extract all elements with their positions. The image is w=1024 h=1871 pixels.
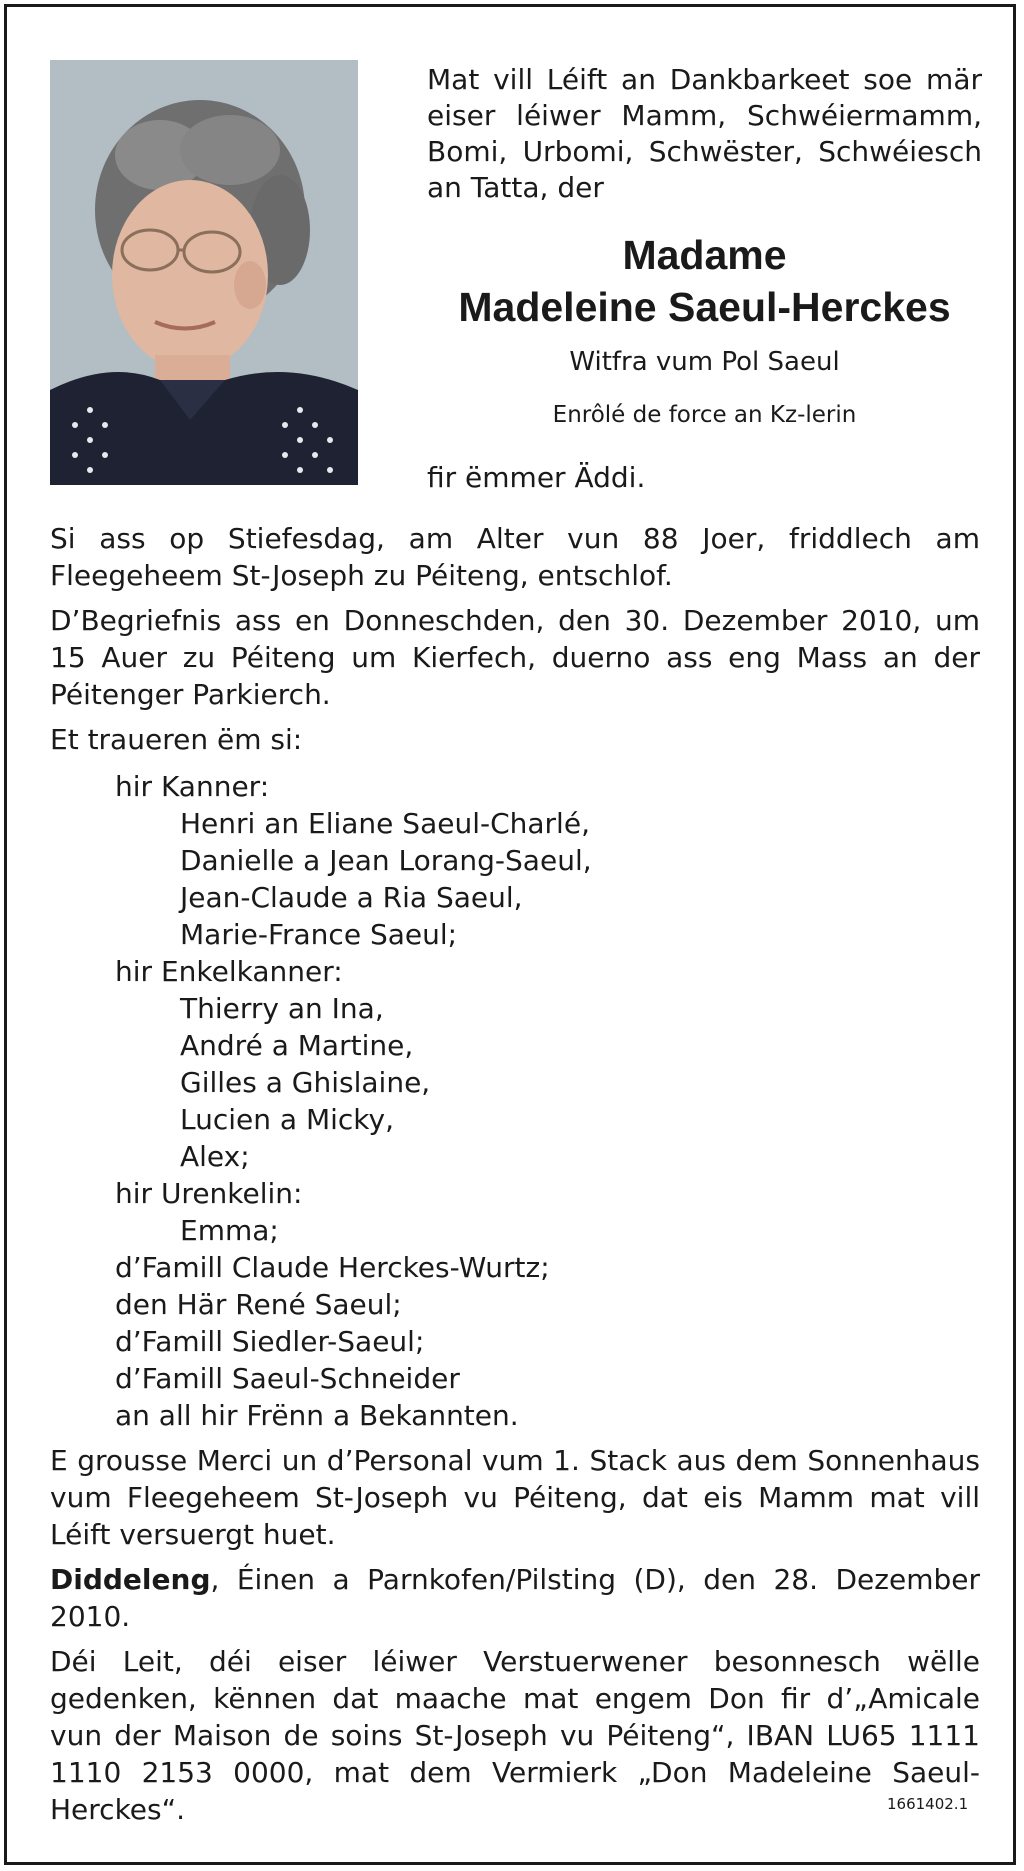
grandchild-entry: Alex;: [180, 1140, 250, 1173]
relation-entry: d’Famill Siedler-Saeul;: [115, 1325, 425, 1358]
funeral-paragraph: D’Begriefnis ass en Donneschden, den 30. Dezember 2010, um 15 Auer zu Péiteng um Kierfech, duerno ass eng Mass an der Péitenger Parkierch.: [50, 604, 980, 711]
relation-entry: d’Famill Claude Herckes-Wurtz;: [115, 1251, 550, 1284]
reference-number: 1661402.1: [887, 1795, 969, 1813]
relation-entry: d’Famill Saeul-Schneider: [115, 1362, 460, 1395]
title-full-name: Madeleine Saeul-Herckes: [458, 284, 951, 330]
place-date-line: [50, 1561, 980, 1635]
deceased-name: [387, 229, 1022, 333]
portrait-photo: [50, 60, 358, 485]
child-entry: Jean-Claude a Ria Saeul,: [180, 881, 523, 914]
grandchildren-label: hir Enkelkanner:: [115, 955, 343, 988]
relation-entry: den Här René Saeul;: [115, 1288, 402, 1321]
thanks-paragraph: E grousse Merci un d’Personal vum 1. Stack aus dem Sonnenhaus vum Fleegeheem St-Joseph vu Péiteng, dat eis Mamm mat vill Léift versuergt huet.: [50, 1444, 980, 1551]
remembrance-line: Enrôlé de force an Kz-lerin: [552, 402, 857, 428]
obituary-notice: [4, 4, 1016, 1865]
mourners-lead: Et traueren ëm si:: [50, 723, 303, 756]
place-name: Diddeleng: [50, 1563, 211, 1596]
grandchild-entry: Lucien a Micky,: [180, 1103, 394, 1136]
portrait-illustration: [50, 60, 358, 485]
grandchild-entry: Thierry an Ina,: [180, 992, 384, 1025]
grandchild-entry: André a Martine,: [180, 1029, 414, 1062]
donation-paragraph: Déi Leit, déi eiser léiwer Verstuerwener besonnesch wëlle gedenken, kënnen dat maache mat engem Don fir d’„Amicale vun der Maison de soins St-Joseph vu Péiteng“, IBAN LU65 1111 1110 2153 0000, mat dem Vermierk „Don Madeleine Saeul-Herckes“.: [50, 1645, 980, 1826]
notice-body: [50, 520, 980, 1836]
child-entry: Marie-France Saeul;: [180, 918, 458, 951]
grandchild-entry: Gilles a Ghislaine,: [180, 1066, 431, 1099]
place-date-rest: , Éinen a Parnkofen/Pilsting (D), den 28. Dezember 2010.: [50, 1563, 980, 1633]
great-grandchild-entry: Emma;: [180, 1214, 279, 1247]
children-label: hir Kanner:: [115, 770, 270, 803]
title-honorific: Madame: [622, 232, 787, 278]
widow-of-line: Witfra vum Pol Saeul: [569, 347, 840, 377]
intro-text: Mat vill Léift an Dankbarkeet soe mär eiser léiwer Mamm, Schwéiermamm, Bomi, Urbomi, Schwëster, Schwéiesch an Tatta, der: [427, 63, 982, 204]
farewell-line: fir ëmmer Äddi.: [427, 461, 646, 494]
great-grandchildren-label: hir Urenkelin:: [115, 1177, 303, 1210]
relation-entry: an all hir Frënn a Bekannten.: [115, 1399, 519, 1432]
child-entry: Danielle a Jean Lorang-Saeul,: [180, 844, 592, 877]
death-paragraph: Si ass op Stiefesdag, am Alter vun 88 Joer, friddlech am Fleegeheem St-Joseph zu Péiteng, entschlof.: [50, 522, 980, 592]
child-entry: Henri an Eliane Saeul-Charlé,: [180, 807, 590, 840]
